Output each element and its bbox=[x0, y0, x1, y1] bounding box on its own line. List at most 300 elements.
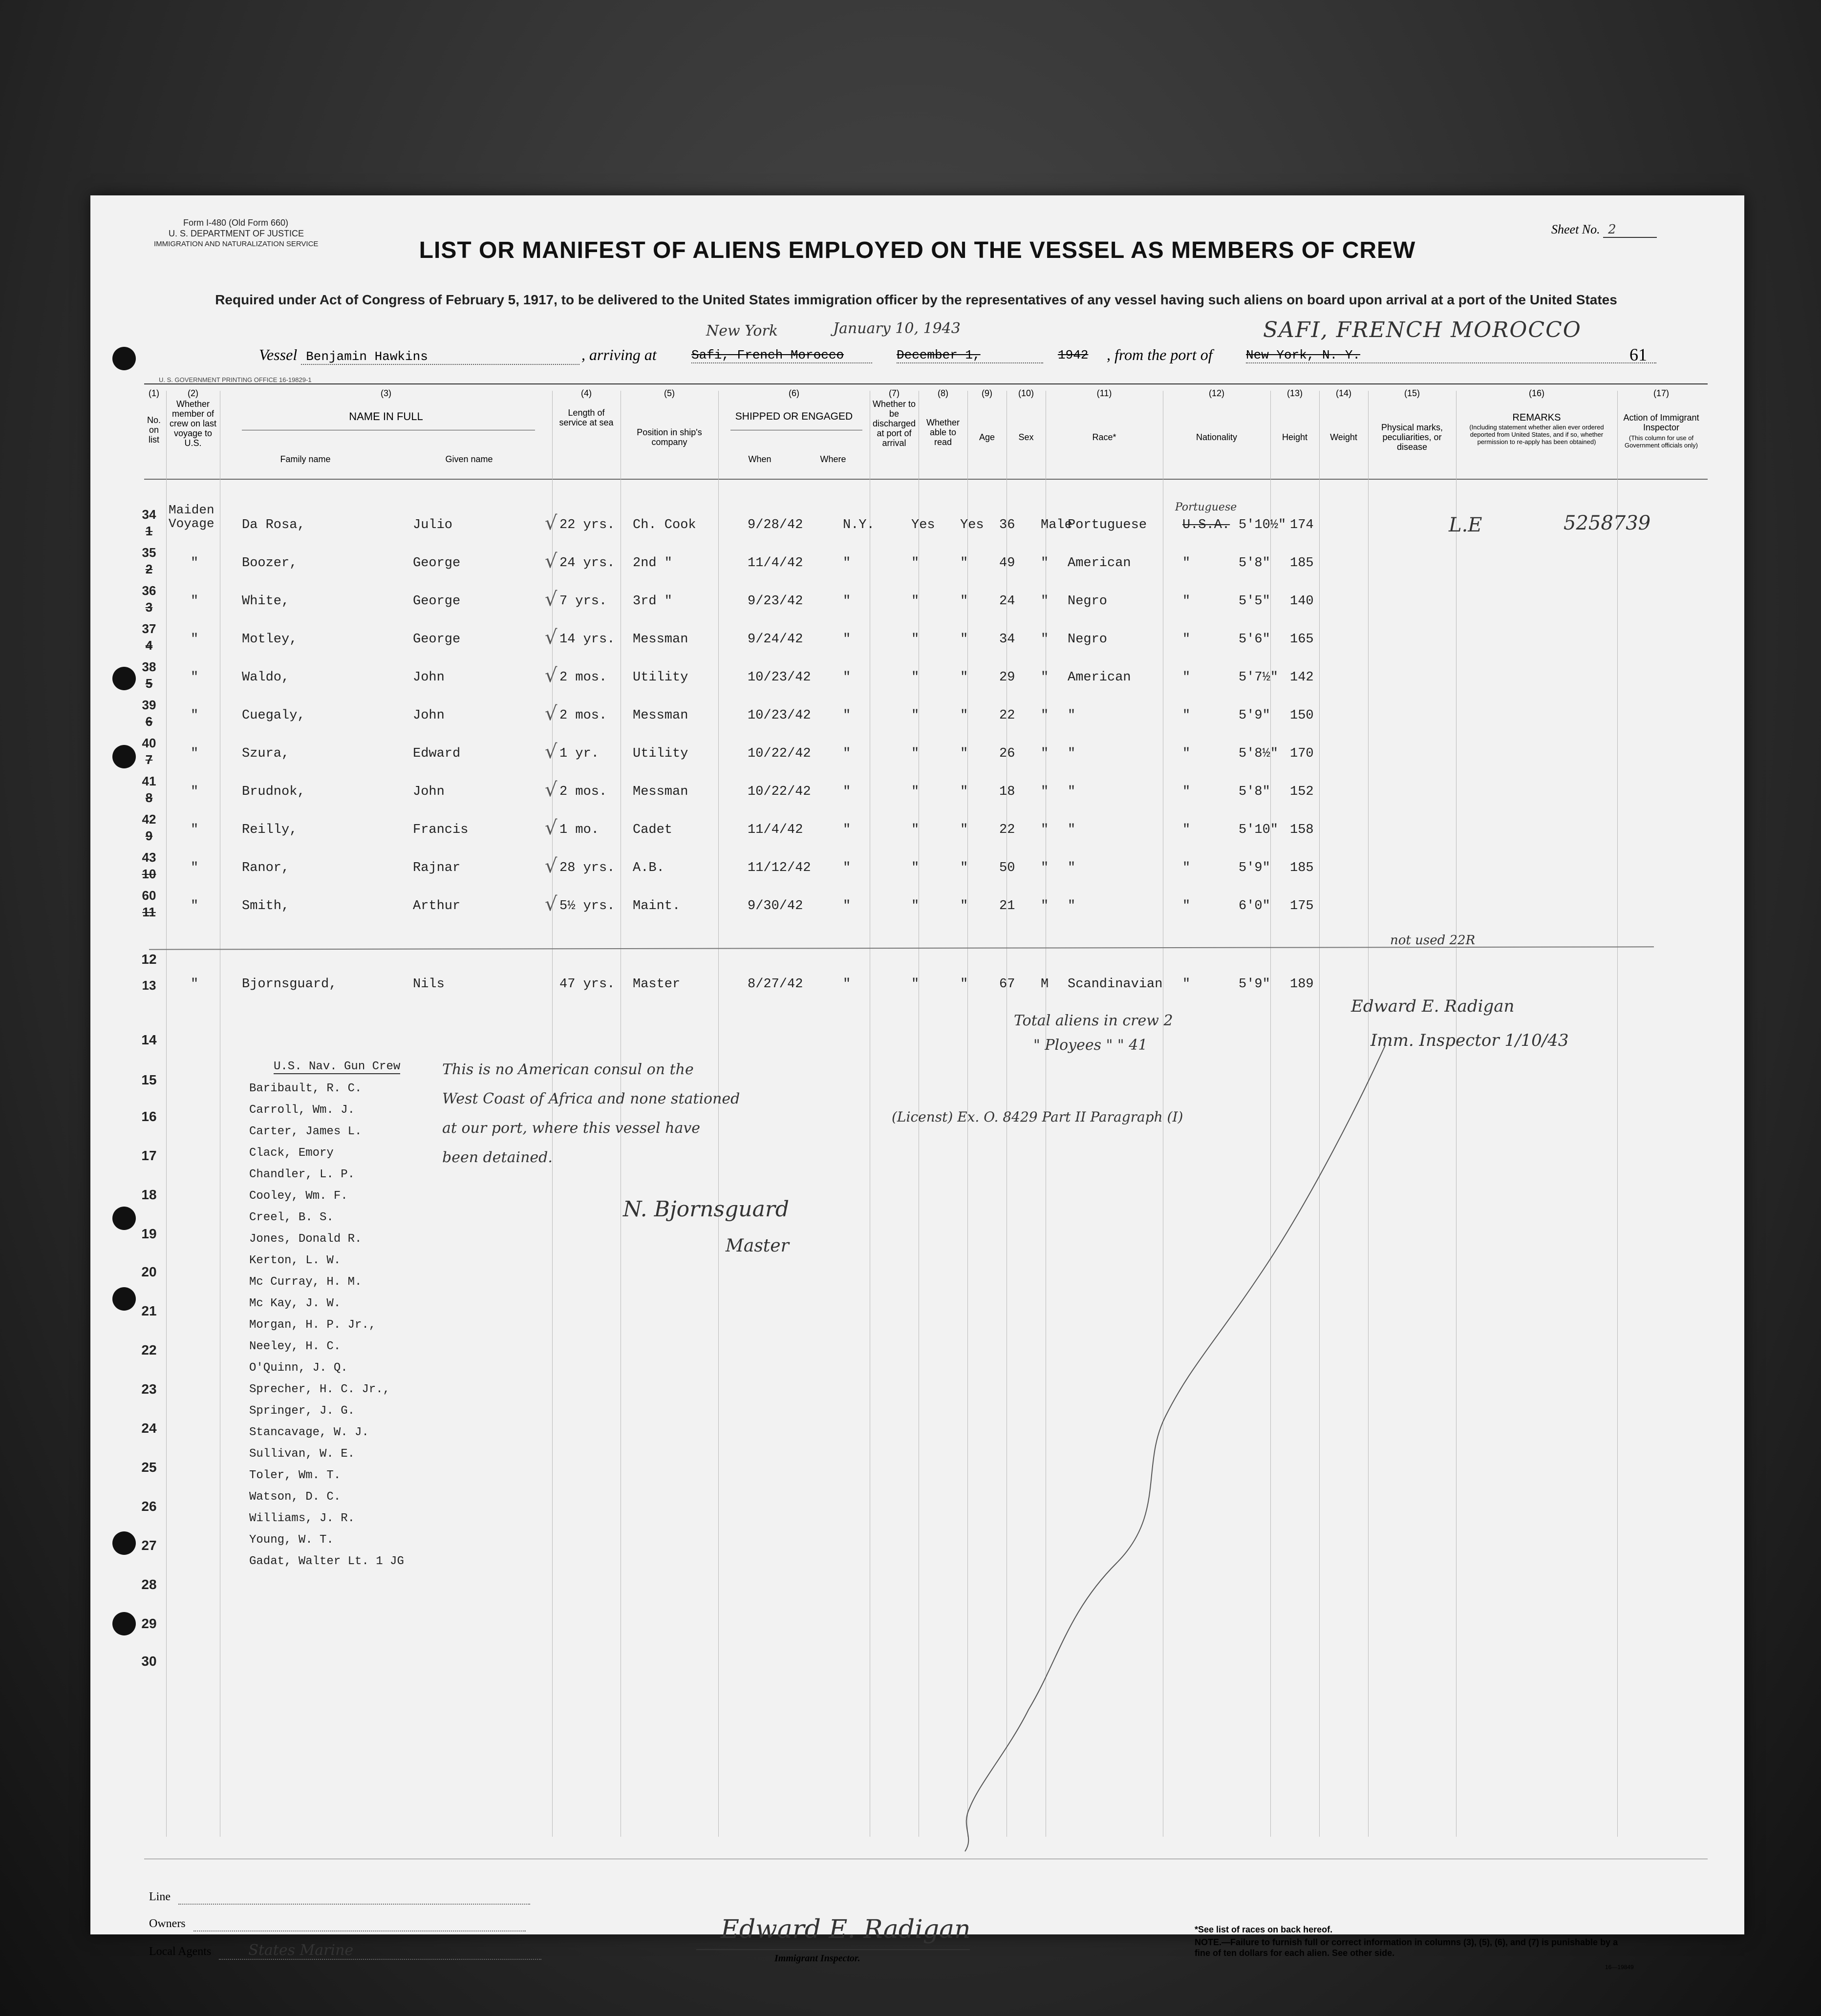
row-number: 17 bbox=[141, 1148, 157, 1163]
cell-age: 29 bbox=[999, 670, 1015, 685]
nationality-handwritten: Portuguese bbox=[1175, 501, 1237, 513]
cell-last-voyage: " bbox=[191, 708, 199, 723]
cell-family-name: Ranor, bbox=[242, 861, 290, 875]
footer-line bbox=[149, 1890, 530, 1905]
owners-label: Owners bbox=[149, 1917, 186, 1930]
check-mark-icon: √ bbox=[545, 779, 557, 801]
from-port-value: New York, N. Y. bbox=[1246, 348, 1656, 363]
cell-read: " bbox=[960, 823, 968, 837]
cell-where: " bbox=[843, 632, 851, 647]
check-mark-icon: √ bbox=[545, 893, 557, 915]
table-row bbox=[90, 888, 1744, 927]
cell-family-name: White, bbox=[242, 594, 290, 609]
cell-read: " bbox=[960, 670, 968, 685]
cell-when: 10/22/42 bbox=[748, 785, 811, 799]
statement-line: West Coast of Africa and none stationed bbox=[442, 1090, 740, 1107]
cell-service: 2 mos. bbox=[559, 785, 607, 799]
row-number: 27 bbox=[141, 1538, 157, 1553]
cell-height: 5'8" bbox=[1239, 556, 1270, 571]
cell-given-name: Rajnar bbox=[413, 861, 461, 875]
cell-where: " bbox=[843, 899, 851, 913]
cell-discharged: " bbox=[911, 670, 920, 685]
cell-where: " bbox=[843, 670, 851, 685]
cell-weight: 185 bbox=[1290, 556, 1314, 571]
cell-where: " bbox=[843, 594, 851, 609]
cell-when: 11/4/42 bbox=[748, 556, 803, 571]
cell-family-name: Brudnok, bbox=[242, 785, 305, 799]
row-12-note: not used 22R bbox=[1390, 933, 1476, 948]
cell-discharged: " bbox=[911, 708, 920, 723]
cell-height: 5'8" bbox=[1239, 785, 1270, 799]
cell-discharged: " bbox=[911, 899, 920, 913]
date-value: December 1, bbox=[897, 348, 1043, 363]
cell-family-name: Bjornsguard, bbox=[242, 977, 337, 992]
col-num-1: (1) bbox=[149, 388, 159, 398]
cell-age: 50 bbox=[999, 861, 1015, 875]
cell-race: " bbox=[1068, 861, 1076, 875]
cell-race: American bbox=[1068, 556, 1131, 571]
cell-race: " bbox=[1068, 708, 1076, 723]
from-port-label: , from the port of bbox=[1107, 346, 1213, 363]
cell-where: " bbox=[843, 785, 851, 799]
col-label-height: Height bbox=[1282, 432, 1308, 442]
header-top-rule bbox=[144, 383, 1708, 384]
cell-last-voyage: Maiden Voyage bbox=[169, 503, 214, 531]
cell-service: 24 yrs. bbox=[559, 556, 615, 571]
navy-crew-member: Gadat, Walter Lt. 1 JG bbox=[249, 1555, 404, 1568]
col-label-name-in-full: NAME IN FULL bbox=[349, 410, 423, 423]
cell-nationality: " bbox=[1182, 785, 1191, 799]
cell-given-name: George bbox=[413, 556, 461, 571]
col-num-17: (17) bbox=[1653, 388, 1669, 398]
row-number-handwritten: 60 bbox=[142, 888, 156, 903]
row-number-handwritten: 37 bbox=[142, 621, 156, 636]
col-num-7: (7) bbox=[889, 388, 900, 398]
cell-family-name: Motley, bbox=[242, 632, 298, 647]
cell-where: N.Y. bbox=[843, 518, 875, 532]
row-number-handwritten: 35 bbox=[142, 545, 156, 560]
column-header-row bbox=[144, 388, 1708, 476]
cell-given-name: Julio bbox=[413, 518, 453, 532]
col-sub-family-name: Family name bbox=[280, 454, 331, 464]
cell-given-name: Francis bbox=[413, 823, 469, 837]
cell-weight: 152 bbox=[1290, 785, 1314, 799]
col-num-8: (8) bbox=[938, 388, 948, 398]
cell-weight: 185 bbox=[1290, 861, 1314, 875]
col-num-11: (11) bbox=[1096, 388, 1112, 398]
cell-weight: 174 bbox=[1290, 518, 1314, 532]
sheet-number bbox=[1551, 222, 1657, 238]
navy-gun-crew-heading bbox=[274, 1060, 400, 1073]
cell-read: " bbox=[960, 632, 968, 647]
cell-last-voyage: " bbox=[191, 632, 199, 647]
row-number: 26 bbox=[141, 1499, 157, 1514]
cell-position: Messman bbox=[633, 708, 688, 723]
cell-where: " bbox=[843, 708, 851, 723]
cell-nationality: " bbox=[1182, 899, 1191, 913]
cell-family-name: Reilly, bbox=[242, 823, 298, 837]
remarks-handwritten: L.E bbox=[1449, 514, 1482, 536]
col-detail-action-inspector: (This column for use of Government officials only) bbox=[1624, 434, 1698, 449]
cell-nationality: " bbox=[1182, 632, 1191, 647]
cell-race: Portuguese bbox=[1068, 518, 1147, 532]
signature-rule bbox=[696, 1949, 970, 1950]
cell-when: 11/12/42 bbox=[748, 861, 811, 875]
form-code: 16—19849 bbox=[1605, 1964, 1634, 1971]
col-num-12: (12) bbox=[1208, 388, 1224, 398]
cell-where: " bbox=[843, 977, 851, 992]
navy-crew-member: Chandler, L. P. bbox=[249, 1168, 355, 1181]
cell-read: " bbox=[960, 861, 968, 875]
col-label-weight: Weight bbox=[1330, 432, 1357, 442]
row-number: 9 bbox=[145, 828, 153, 843]
navy-crew-member: Watson, D. C. bbox=[249, 1490, 341, 1504]
cell-read: " bbox=[960, 746, 968, 761]
check-mark-icon: √ bbox=[545, 626, 557, 649]
row-number: 2 bbox=[145, 562, 153, 576]
cell-weight: 158 bbox=[1290, 823, 1314, 837]
navy-crew-member: Mc Curray, H. M. bbox=[249, 1275, 362, 1289]
cell-last-voyage: " bbox=[191, 823, 199, 837]
cell-discharged: " bbox=[911, 785, 920, 799]
cell-height: 5'8½" bbox=[1239, 746, 1279, 761]
cell-age: 18 bbox=[999, 785, 1015, 799]
cell-race: " bbox=[1068, 785, 1076, 799]
punch-hole bbox=[112, 1612, 136, 1635]
connector-line bbox=[823, 1026, 1410, 1856]
row-number: 19 bbox=[141, 1226, 157, 1241]
col-label-able-to-read: Whether able to read bbox=[926, 418, 960, 447]
navy-crew-member: Carter, James L. bbox=[249, 1125, 362, 1138]
year-value: 1942 bbox=[1058, 348, 1089, 362]
arriving-label: , arriving at bbox=[581, 346, 657, 363]
cell-nationality: " bbox=[1182, 670, 1191, 685]
col-num-9: (9) bbox=[982, 388, 992, 398]
form-id: Form I-480 (Old Form 660) bbox=[183, 218, 289, 228]
cell-sex: " bbox=[1041, 556, 1049, 571]
cell-read: " bbox=[960, 899, 968, 913]
row-number: 4 bbox=[145, 638, 153, 653]
row-number: 30 bbox=[141, 1654, 157, 1669]
sheet-no-value: 2 bbox=[1603, 222, 1657, 238]
cell-height: 5'9" bbox=[1239, 977, 1270, 992]
row-number: 5 bbox=[145, 676, 153, 691]
col-num-14: (14) bbox=[1335, 388, 1351, 398]
cell-where: " bbox=[843, 861, 851, 875]
row-number: 20 bbox=[141, 1264, 157, 1279]
cell-discharged: " bbox=[911, 632, 920, 647]
cell-nationality: " bbox=[1182, 823, 1191, 837]
cell-family-name: Waldo, bbox=[242, 670, 290, 685]
table-row bbox=[90, 621, 1744, 660]
cell-weight: 165 bbox=[1290, 632, 1314, 647]
cell-last-voyage: " bbox=[191, 594, 199, 609]
col-num-13: (13) bbox=[1286, 388, 1303, 398]
table-row bbox=[90, 812, 1744, 851]
punch-hole bbox=[112, 1207, 136, 1230]
col-label-sex: Sex bbox=[1018, 432, 1034, 442]
cell-sex: " bbox=[1041, 708, 1049, 723]
date-handwritten: January 10, 1943 bbox=[833, 320, 961, 337]
navy-crew-member: Jones, Donald R. bbox=[249, 1232, 362, 1246]
cell-sex: " bbox=[1041, 861, 1049, 875]
cell-sex: " bbox=[1041, 746, 1049, 761]
table-row bbox=[90, 501, 1744, 546]
check-mark-icon: √ bbox=[545, 588, 557, 611]
col-label-age: Age bbox=[979, 432, 995, 442]
form-title: LIST OR MANIFEST OF ALIENS EMPLOYED ON THE VESSEL AS MEMBERS OF CREW bbox=[419, 237, 1416, 263]
cell-service: 7 yrs. bbox=[559, 594, 607, 609]
master-title: Master bbox=[726, 1236, 789, 1256]
cell-discharged: " bbox=[911, 556, 920, 571]
cell-family-name: Boozer, bbox=[242, 556, 298, 571]
cell-discharged: " bbox=[911, 977, 920, 992]
cell-race: American bbox=[1068, 670, 1131, 685]
cell-position: Utility bbox=[633, 670, 688, 685]
col-num-15: (15) bbox=[1404, 388, 1420, 398]
cell-height: 5'9" bbox=[1239, 861, 1270, 875]
cell-where: " bbox=[843, 823, 851, 837]
row-number: 22 bbox=[141, 1342, 157, 1358]
master-statement bbox=[442, 1055, 740, 1172]
row-number: 28 bbox=[141, 1577, 157, 1592]
cell-last-voyage: " bbox=[191, 670, 199, 685]
cell-read: Yes bbox=[960, 518, 984, 532]
navy-crew-member: Cooley, Wm. F. bbox=[249, 1189, 348, 1203]
row-number-handwritten: 39 bbox=[142, 698, 156, 712]
navy-crew-member: Clack, Emory bbox=[249, 1146, 334, 1160]
cell-given-name: John bbox=[413, 670, 445, 685]
row-number: 6 bbox=[145, 714, 153, 729]
navy-crew-member: Toler, Wm. T. bbox=[249, 1469, 341, 1482]
cell-weight: 142 bbox=[1290, 670, 1314, 685]
table-row bbox=[90, 736, 1744, 775]
cell-service: 5½ yrs. bbox=[559, 899, 615, 913]
cell-discharged: " bbox=[911, 746, 920, 761]
cell-family-name: Cuegaly, bbox=[242, 708, 305, 723]
regulation-reference: (Licenst) Ex. O. 8429 Part II Paragraph (I) bbox=[892, 1109, 1183, 1125]
col-num-5: (5) bbox=[664, 388, 675, 398]
navy-crew-member: Creel, B. S. bbox=[249, 1211, 334, 1224]
navy-crew-member: Williams, J. R. bbox=[249, 1512, 355, 1525]
cell-where: " bbox=[843, 746, 851, 761]
cell-race: " bbox=[1068, 823, 1076, 837]
cell-nationality: " bbox=[1182, 977, 1191, 992]
cell-weight: 170 bbox=[1290, 746, 1314, 761]
navy-crew-member: Baribault, R. C. bbox=[249, 1082, 362, 1095]
col-label-remarks: REMARKS bbox=[1512, 412, 1561, 423]
totals-line: " Ployees " " 41 bbox=[1033, 1037, 1148, 1054]
cell-read: " bbox=[960, 785, 968, 799]
check-mark-icon: √ bbox=[545, 855, 557, 877]
cell-height: 5'9" bbox=[1239, 708, 1270, 723]
row-number-handwritten: 43 bbox=[142, 850, 156, 865]
check-mark-icon: √ bbox=[545, 512, 557, 534]
row-number-handwritten: 36 bbox=[142, 583, 156, 598]
footer-owners bbox=[149, 1917, 526, 1931]
navy-heading-text: U.S. Nav. Gun Crew bbox=[274, 1060, 401, 1073]
col-label-shipped-engaged: SHIPPED OR ENGAGED bbox=[735, 411, 853, 422]
statement-line: This is no American consul on the bbox=[442, 1061, 694, 1078]
cell-age: 49 bbox=[999, 556, 1015, 571]
row-number-handwritten: 34 bbox=[142, 507, 156, 522]
cell-age: 24 bbox=[999, 594, 1015, 609]
cell-age: 22 bbox=[999, 823, 1015, 837]
punch-hole bbox=[112, 1287, 136, 1311]
row-number: 10 bbox=[142, 867, 156, 881]
cell-when: 9/30/42 bbox=[748, 899, 803, 913]
cell-race: " bbox=[1068, 899, 1076, 913]
row-number: 7 bbox=[145, 752, 153, 767]
cell-sex: " bbox=[1041, 594, 1049, 609]
col-num-4: (4) bbox=[581, 388, 592, 398]
row-number: 16 bbox=[141, 1109, 157, 1124]
row-number: 13 bbox=[142, 978, 156, 993]
navy-crew-member: Carroll, Wm. J. bbox=[249, 1103, 355, 1117]
cell-last-voyage: " bbox=[191, 556, 199, 571]
cell-nationality: U.S.A. bbox=[1182, 518, 1230, 532]
cell-height: 5'7½" bbox=[1239, 670, 1279, 685]
col-sub-where: Where bbox=[820, 454, 846, 464]
table-row bbox=[90, 659, 1744, 699]
row-number: 14 bbox=[141, 1032, 157, 1047]
cell-when: 8/27/42 bbox=[748, 977, 803, 992]
navy-crew-member: Neeley, H. C. bbox=[249, 1340, 341, 1353]
cell-last-voyage: " bbox=[191, 899, 199, 913]
inspector-signature: Edward E. Radigan bbox=[721, 1915, 971, 1944]
cell-discharged: " bbox=[911, 594, 920, 609]
col-label-last-voyage: Whether member of crew on last voyage to U.S. bbox=[169, 399, 217, 448]
row-number: 11 bbox=[142, 905, 156, 919]
punch-hole bbox=[112, 1531, 136, 1555]
totals-line: Total aliens in crew 2 bbox=[1014, 1012, 1173, 1029]
col-label-race: Race* bbox=[1092, 432, 1116, 442]
cell-when: 11/4/42 bbox=[748, 823, 803, 837]
col-num-10: (10) bbox=[1018, 388, 1034, 398]
row-number: 29 bbox=[141, 1616, 157, 1631]
cell-position: Messman bbox=[633, 632, 688, 647]
cell-nationality: " bbox=[1182, 746, 1191, 761]
navy-crew-member: Morgan, H. P. Jr., bbox=[249, 1318, 376, 1332]
cell-given-name: Edward bbox=[413, 746, 461, 761]
cell-where: " bbox=[843, 556, 851, 571]
cell-last-voyage: " bbox=[191, 977, 199, 992]
row-number: 25 bbox=[141, 1460, 157, 1475]
row-number-handwritten: 42 bbox=[142, 812, 156, 827]
row-number: 15 bbox=[141, 1072, 157, 1087]
cell-race: Negro bbox=[1068, 594, 1108, 609]
row-number-handwritten: 40 bbox=[142, 736, 156, 750]
owners-field bbox=[193, 1917, 526, 1931]
cell-family-name: Szura, bbox=[242, 746, 290, 761]
cell-sex: Male bbox=[1041, 518, 1072, 532]
cell-service: 2 mos. bbox=[559, 708, 607, 723]
cell-weight: 150 bbox=[1290, 708, 1314, 723]
cell-sex: " bbox=[1041, 632, 1049, 647]
col-label-no-on-list: No. on list bbox=[147, 415, 161, 445]
navy-crew-member: O'Quinn, J. Q. bbox=[249, 1361, 348, 1375]
line-field bbox=[178, 1890, 530, 1905]
cell-given-name: Nils bbox=[413, 977, 445, 992]
cell-height: 6'0" bbox=[1239, 899, 1270, 913]
col-label-discharged: Whether to be discharged at port of arrival bbox=[872, 399, 916, 448]
cell-sex: " bbox=[1041, 785, 1049, 799]
col-num-3: (3) bbox=[381, 388, 391, 398]
cell-race: Negro bbox=[1068, 632, 1108, 647]
row-number: 21 bbox=[141, 1303, 157, 1318]
cell-age: 36 bbox=[999, 518, 1015, 532]
cell-read: " bbox=[960, 977, 968, 992]
row-number: 23 bbox=[141, 1381, 157, 1397]
check-mark-icon: √ bbox=[545, 741, 557, 763]
row-number: 8 bbox=[145, 790, 153, 805]
cell-sex: " bbox=[1041, 823, 1049, 837]
cell-position: A.B. bbox=[633, 861, 664, 875]
cell-position: Master bbox=[633, 977, 681, 992]
cell-family-name: Smith, bbox=[242, 899, 290, 913]
cell-discharged: " bbox=[911, 823, 920, 837]
cell-sex: " bbox=[1041, 670, 1049, 685]
cell-nationality: " bbox=[1182, 861, 1191, 875]
service-name: IMMIGRATION AND NATURALIZATION SERVICE bbox=[154, 240, 319, 248]
cell-discharged: Yes bbox=[911, 518, 935, 532]
col-label-nationality: Nationality bbox=[1196, 432, 1238, 442]
col-label-length-of-service: Length of service at sea bbox=[559, 408, 614, 427]
cell-last-voyage: " bbox=[191, 785, 199, 799]
col-label-action-inspector: Action of Immigrant Inspector bbox=[1623, 413, 1699, 432]
vessel-name: Benjamin Hawkins bbox=[301, 349, 579, 365]
row-number: 3 bbox=[145, 600, 153, 615]
cell-height: 5'5" bbox=[1239, 594, 1270, 609]
cell-position: Messman bbox=[633, 785, 688, 799]
col-detail-remarks: (Including statement whether alien ever ordered deported from United States, and if so, whether permission to re-apply has been obtained) bbox=[1469, 424, 1604, 446]
cell-race: Scandinavian bbox=[1068, 977, 1163, 992]
cell-position: Utility bbox=[633, 746, 688, 761]
col-sub-when: When bbox=[748, 454, 771, 464]
footer-agents bbox=[149, 1942, 541, 1960]
cell-read: " bbox=[960, 708, 968, 723]
inspector-title-date: Imm. Inspector 1/10/43 bbox=[1371, 1031, 1569, 1050]
line-label: Line bbox=[149, 1890, 171, 1903]
cell-service: 22 yrs. bbox=[559, 518, 615, 532]
cell-when: 10/22/42 bbox=[748, 746, 811, 761]
cell-when: 9/28/42 bbox=[748, 518, 803, 532]
cell-service: 28 yrs. bbox=[559, 861, 615, 875]
cell-weight: 175 bbox=[1290, 899, 1314, 913]
navy-crew-member: Mc Kay, J. W. bbox=[249, 1297, 341, 1310]
cell-discharged: " bbox=[911, 861, 920, 875]
cell-family-name: Da Rosa, bbox=[242, 518, 305, 532]
cell-read: " bbox=[960, 594, 968, 609]
cell-weight: 140 bbox=[1290, 594, 1314, 609]
race-note: *See list of races on back hereof. bbox=[1195, 1925, 1333, 1934]
cell-height: 5'10½" bbox=[1239, 518, 1286, 532]
penalty-note: NOTE.—Failure to furnish full or correct information in columns (3), (5), (6), and (7) is punishable by a fine of ten dollars for each alien. See other side. bbox=[1195, 1937, 1618, 1958]
manifest-sheet bbox=[90, 195, 1744, 1971]
navy-crew-member: Sprecher, H. C. Jr., bbox=[249, 1383, 390, 1396]
row-number-handwritten: 38 bbox=[142, 659, 156, 674]
row-number: 24 bbox=[141, 1421, 157, 1436]
navy-crew-member: Stancavage, W. J. bbox=[249, 1426, 369, 1439]
cell-last-voyage: " bbox=[191, 746, 199, 761]
cell-service: 47 yrs. bbox=[559, 977, 615, 992]
cell-given-name: Arthur bbox=[413, 899, 461, 913]
row-number-handwritten: 41 bbox=[142, 774, 156, 788]
printing-office: U. S. GOVERNMENT PRINTING OFFICE 16-19829-1 bbox=[159, 376, 312, 383]
cell-when: 10/23/42 bbox=[748, 670, 811, 685]
row-number: 1 bbox=[145, 524, 153, 538]
check-mark-icon: √ bbox=[545, 550, 557, 573]
